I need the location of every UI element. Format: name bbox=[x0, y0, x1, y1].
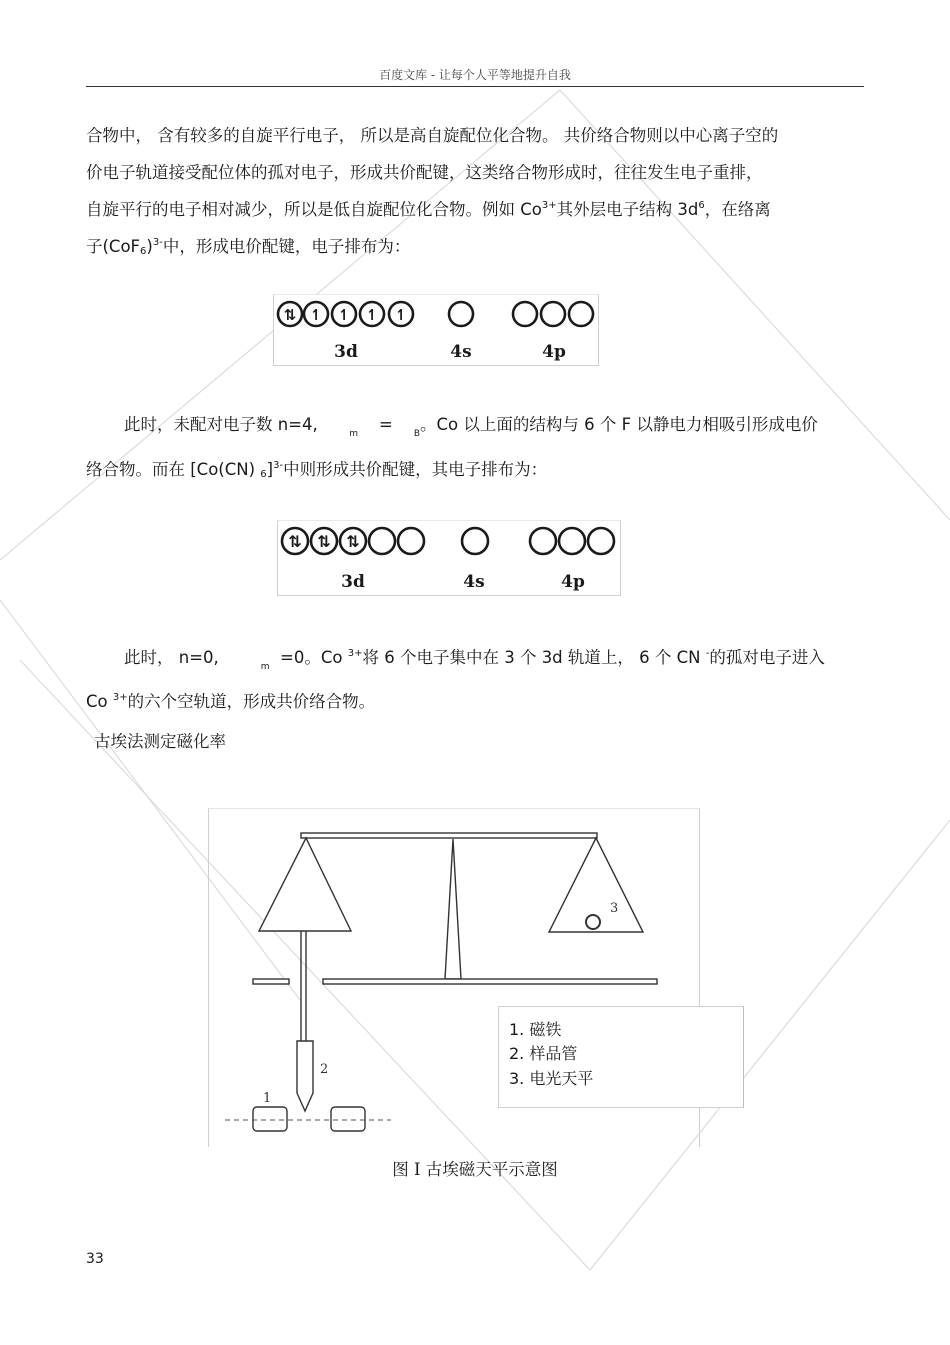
orbital-4p-1 bbox=[530, 528, 556, 554]
header-divider bbox=[86, 86, 864, 87]
right-pan bbox=[549, 838, 643, 932]
orbital-3d-5 bbox=[398, 528, 424, 554]
electron-arrow: ↿ bbox=[309, 306, 323, 324]
electron-arrow: ⇅ bbox=[317, 532, 331, 551]
magnet-right bbox=[331, 1107, 365, 1131]
paragraph-2-line-1: 此时，未配对电子数 n=4, $_m$ = $_B$。Co 以上面的结构与 6 个 F 以静电力相吸引形成电价 bbox=[124, 415, 818, 439]
orbital-4p-3 bbox=[588, 528, 614, 554]
label-1: 1 bbox=[263, 1091, 272, 1106]
label-4p: 4p bbox=[561, 572, 585, 592]
paragraph-1-line-1: 合物中， 含有较多的自旋平行电子， 所以是高自旋配位化合物。 共价络合物则以中心离子空的 bbox=[86, 126, 779, 145]
paragraph-1-line-2: 价电子轨道接受配位体的孤对电子，形成共价配键，这类络合物形成时，往往发生电子重排， bbox=[86, 163, 763, 182]
label-3d: 3d bbox=[341, 572, 365, 592]
electron-arrow: ⇅ bbox=[346, 532, 360, 551]
orbital-4p-1 bbox=[513, 302, 537, 326]
orbital-4p-2 bbox=[559, 528, 585, 554]
figure-caption: 图 I 古埃磁天平示意图 bbox=[392, 1160, 558, 1179]
section-heading: 古埃法测定磁化率 bbox=[94, 732, 226, 751]
orbital-4s bbox=[449, 302, 473, 326]
orbital-4p-2 bbox=[541, 302, 565, 326]
paragraph-2-line-2: 络合物。而在 [Co(CN) $_6$]$^{3-}$中则形成共价配键，其电子排布为： bbox=[86, 460, 548, 480]
label-2: 2 bbox=[320, 1062, 329, 1077]
label-3d: 3d bbox=[334, 342, 358, 362]
page-header: 百度文库 - 让每个人平等地提升自我 bbox=[379, 68, 571, 82]
orbital-4p-3 bbox=[569, 302, 593, 326]
paragraph-1-line-3: 自旋平行的电子相对减少，所以是低自旋配位化合物。例如 $Co^{3+}$其外层电子结构 $3d^6$，在络离 bbox=[86, 200, 771, 219]
electron-arrow: ⇅ bbox=[288, 532, 302, 551]
label-4p: 4p bbox=[542, 342, 566, 362]
electron-arrow: ⇅ bbox=[283, 306, 297, 324]
balance-beam bbox=[301, 833, 597, 838]
orbital-4s bbox=[462, 528, 488, 554]
balance-pillar bbox=[445, 839, 461, 979]
legend-item-balance: 3. 电光天平 bbox=[509, 1069, 594, 1088]
paragraph-1-line-4: 子$(CoF_6)^{3-}$中，形成电价配键，电子排布为： bbox=[86, 237, 411, 257]
legend-item-magnet: 1. 磁铁 bbox=[509, 1020, 562, 1039]
legend-item-sample-tube: 2. 样品管 bbox=[509, 1044, 578, 1063]
label-4s: 4s bbox=[463, 572, 485, 592]
page-number: 33 bbox=[86, 1251, 104, 1267]
orbital-diagram-cof6 bbox=[273, 294, 599, 366]
base-plate-right bbox=[323, 979, 657, 984]
paragraph-3-line-2: Co $^{3+}$的六个空轨道，形成共价络合物。 bbox=[86, 692, 376, 711]
left-pan bbox=[259, 838, 351, 931]
label-4s: 4s bbox=[450, 342, 472, 362]
electron-arrow: ↿ bbox=[337, 306, 351, 324]
base-plate-left bbox=[253, 979, 289, 984]
paragraph-3-line-1: 此时， n=0, $_m$ =0。Co $^{3+}$将 6 个电子集中在 3 个 3d 轨道上， 6 个 CN -的孤对电子进入 bbox=[124, 648, 825, 672]
electron-arrow: ↿ bbox=[394, 306, 408, 324]
sample-tube bbox=[297, 1041, 313, 1111]
orbital-diagram-cocn6 bbox=[277, 520, 621, 596]
label-3: 3 bbox=[610, 901, 619, 916]
electron-arrow: ↿ bbox=[365, 306, 379, 324]
magnet-left bbox=[253, 1107, 287, 1131]
orbital-3d-4 bbox=[369, 528, 395, 554]
figure-legend bbox=[498, 1006, 744, 1108]
